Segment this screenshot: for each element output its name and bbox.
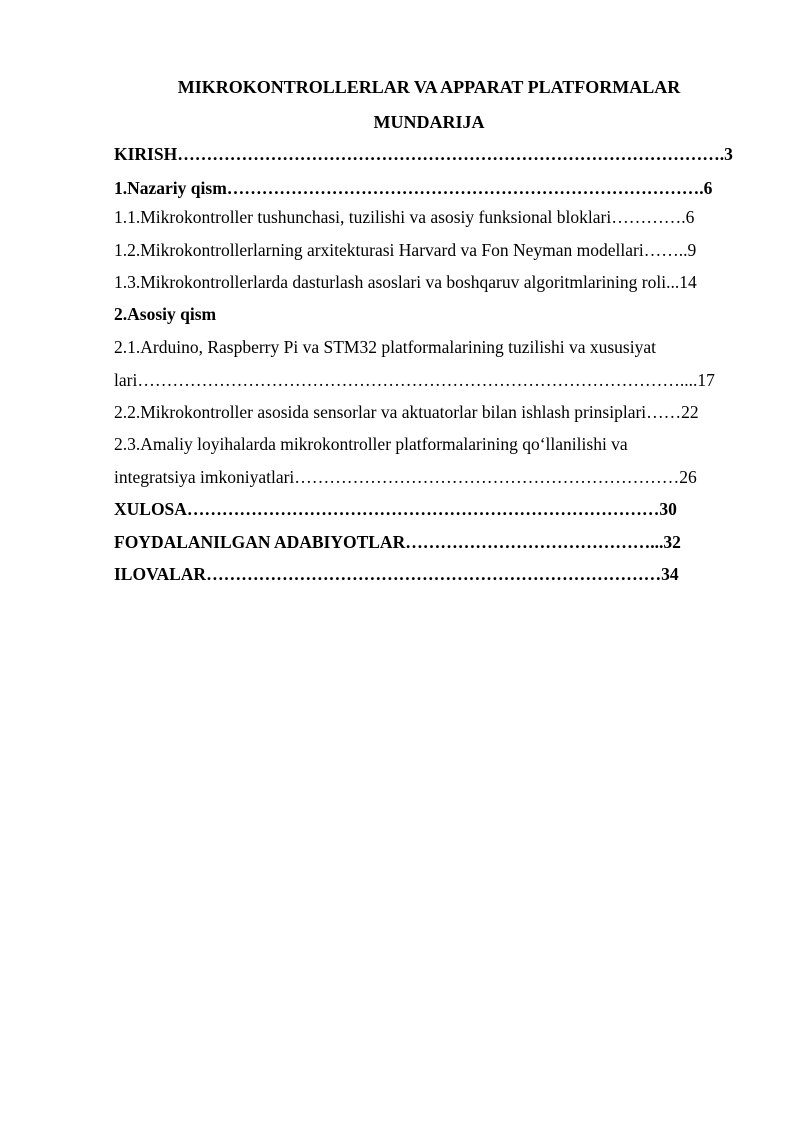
toc-entry-2-3-continued: integratsiya imkoniyatlari…………………………………………………………26 <box>114 467 697 487</box>
toc-heading: MUNDARIJA <box>373 112 485 132</box>
toc-entry-1-2: 1.2.Mikrokontrollerlarning arxitekturasi Harvard va Fon Neyman modellari……..9 <box>114 240 697 260</box>
toc-entry-nazariy-qism: 1.Nazariy qism……………………………………………………………………….6 <box>114 178 713 198</box>
toc-entry-2-2: 2.2.Mikrokontroller asosida sensorlar va aktuatorlar bilan ishlash prinsiplari……22 <box>114 402 699 422</box>
toc-entry-adabiyotlar: FOYDALANILGAN ADABIYOTLAR……………………………………...32 <box>114 532 681 552</box>
toc-entry-2-3: 2.3.Amaliy loyihalarda mikrokontroller platformalarining qo‘llanilishi va <box>114 434 628 454</box>
toc-entry-kirish: KIRISH………………………………………………………………………………….3 <box>114 144 733 164</box>
toc-entry-1-1: 1.1.Mikrokontroller tushunchasi, tuzilishi va asosiy funksional bloklari………….6 <box>114 207 695 227</box>
toc-entry-2-1-continued: lari…………………………………………………………………………………....17 <box>114 370 715 390</box>
toc-entry-1-3: 1.3.Mikrokontrollerlarda dasturlash asoslari va boshqaruv algoritmlarining roli...14 <box>114 272 697 292</box>
toc-entry-2-1: 2.1.Arduino, Raspberry Pi va STM32 platformalarining tuzilishi va xususiyat <box>114 337 656 357</box>
toc-entry-asosiy-qism: 2.Asosiy qism <box>114 304 217 324</box>
document-title: MIKROKONTROLLERLAR VA APPARAT PLATFORMALAR <box>177 77 681 97</box>
toc-entry-ilovalar: ILOVALAR……………………………………………………………………34 <box>114 564 679 584</box>
toc-entry-xulosa: XULOSA………………………………………………………………………30 <box>114 499 677 519</box>
